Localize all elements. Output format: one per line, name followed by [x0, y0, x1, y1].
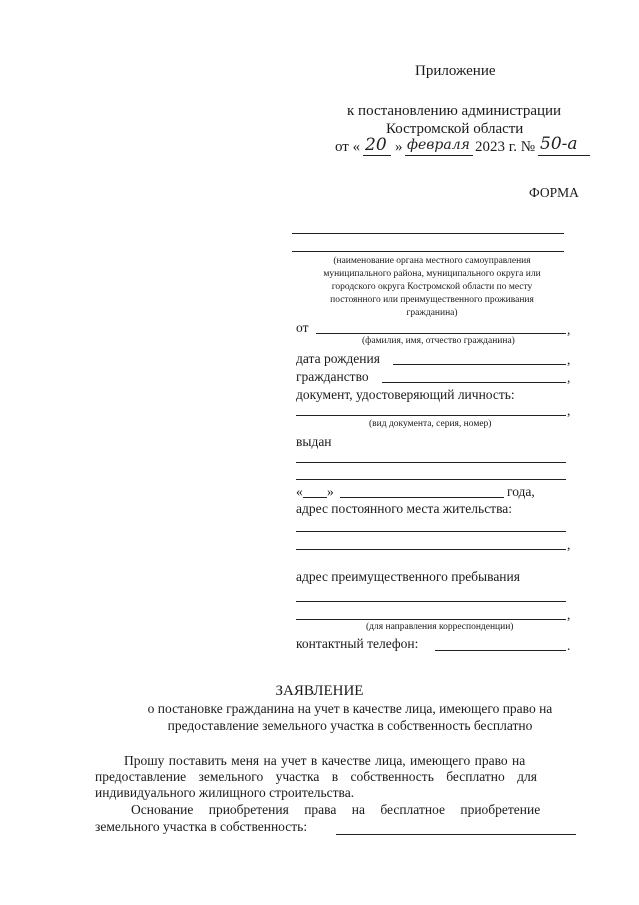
document-label: документ, удостоверяющий личность: — [296, 387, 515, 402]
document-comma: , — [567, 403, 571, 418]
statement-body-3: индивидуального жилищного строительства. — [95, 785, 355, 800]
recipient-caption: (наименование органа местного самоуправления муниципального района, муниципального округа или городского округа Костромской области по месту постоянного или преимущественного проживания гражданина) — [323, 256, 541, 318]
phone-period: . — [567, 638, 571, 653]
issue-day-field[interactable] — [303, 497, 327, 498]
region-line: Костромской области — [386, 121, 524, 137]
permanent-address-field-1[interactable] — [296, 531, 566, 532]
correspondence-caption: (для направления корреспонденции) — [366, 622, 514, 632]
phone-label: контактный телефон: — [296, 636, 419, 651]
fio-field[interactable] — [316, 333, 566, 334]
permanent-address-comma: , — [567, 537, 571, 552]
day-underline — [363, 155, 391, 156]
resolution-line: к постановлению администрации — [347, 103, 562, 119]
issue-year-label: года, — [507, 484, 535, 499]
date-year: 2023 г. № — [475, 139, 536, 155]
month-underline — [405, 155, 473, 156]
handwritten-day: 20 — [365, 135, 387, 155]
preferred-address-field-2[interactable] — [296, 619, 566, 620]
date-mid: » — [395, 139, 403, 155]
birth-comma: , — [567, 352, 571, 367]
recipient-line-2[interactable] — [292, 251, 564, 252]
preferred-address-label: адрес преимущественного пребывания — [296, 569, 520, 584]
basis-line-2: земельного участка в собственность: — [95, 819, 308, 834]
issued-field-1[interactable] — [296, 462, 566, 463]
statement-body-1: Прошу поставить меня на учет в качестве лица, имеющего право на — [124, 753, 526, 768]
statement-subtitle-1: о постановке гражданина на учет в качестве лица, имеющего право на — [147, 701, 553, 716]
handwritten-month: февраля — [407, 137, 470, 153]
date-prefix: от « — [335, 139, 361, 155]
statement-body-2: предоставление земельного участка в собственность бесплатно для — [95, 769, 537, 784]
citizenship-field[interactable] — [382, 382, 566, 383]
number-underline — [538, 155, 590, 156]
preferred-address-comma: , — [567, 607, 571, 622]
appendix-title: Приложение — [415, 63, 496, 79]
form-label: ФОРМА — [529, 185, 579, 200]
preferred-address-field-1[interactable] — [296, 601, 566, 602]
permanent-address-field-2[interactable] — [296, 549, 566, 550]
birth-date-label: дата рождения — [296, 351, 380, 366]
fio-caption: (фамилия, имя, отчество гражданина) — [362, 336, 515, 346]
issue-month-field[interactable] — [340, 497, 504, 498]
handwritten-number: 50-а — [540, 134, 578, 154]
basis-line-1: Основание приобретения права на бесплатное приобретение — [131, 802, 541, 817]
statement-subtitle-2: предоставление земельного участка в собственность бесплатно — [167, 718, 533, 733]
from-label: от — [296, 320, 309, 335]
resolution-date-line — [335, 134, 605, 159]
issue-date-close: » — [327, 484, 334, 499]
phone-field[interactable] — [435, 650, 566, 651]
permanent-address-label: адрес постоянного места жительства: — [296, 501, 513, 516]
issued-field-2[interactable] — [296, 479, 566, 480]
issue-date-open: « — [296, 484, 303, 499]
citizenship-label: гражданство — [296, 369, 369, 384]
statement-title: ЗАЯВЛЕНИЕ — [275, 683, 364, 699]
birth-date-field[interactable] — [393, 364, 566, 365]
recipient-line-1[interactable] — [292, 233, 564, 234]
basis-field[interactable] — [336, 834, 576, 835]
document-field[interactable] — [296, 415, 566, 416]
issued-label: выдан — [296, 434, 332, 449]
document-caption: (вид документа, серия, номер) — [369, 419, 492, 429]
fio-comma: , — [567, 322, 571, 337]
citizenship-comma: , — [567, 370, 571, 385]
